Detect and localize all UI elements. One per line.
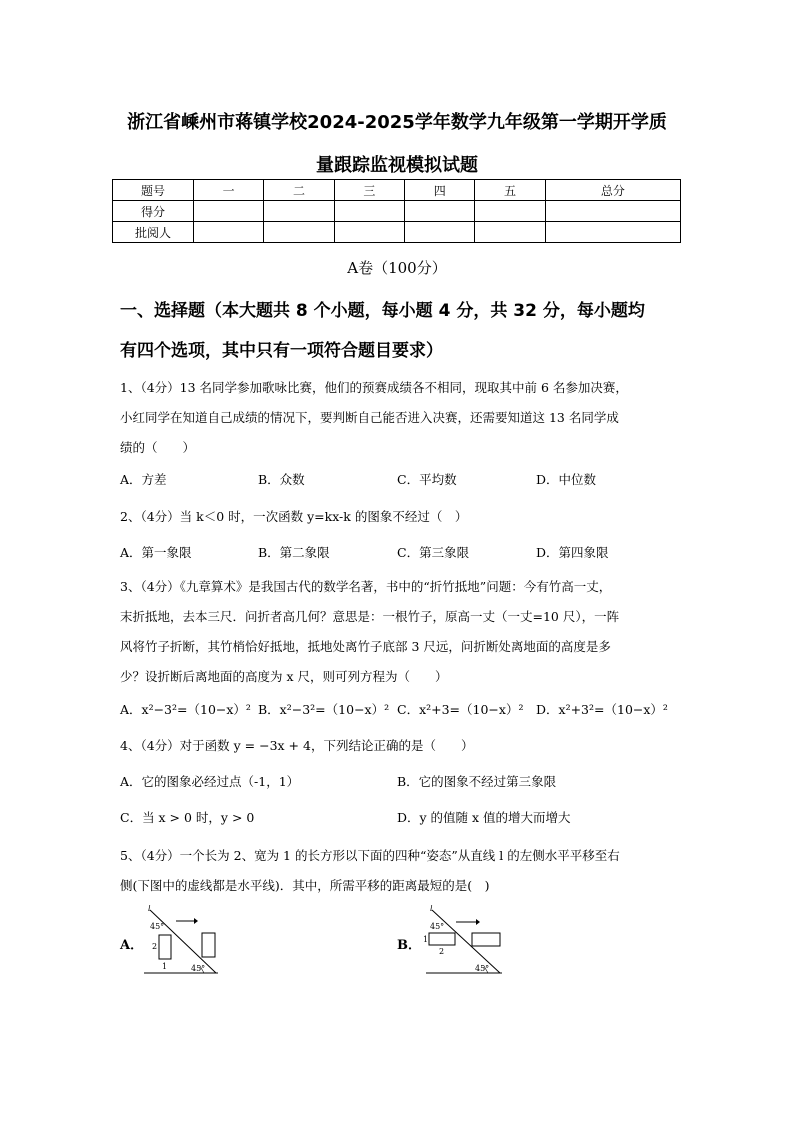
q2-stem: 2、（4分）当 k＜0 时，一次函数 y=kx-k 的图象不经过（ ） — [120, 509, 468, 524]
q1-option-a[interactable]: A．方差 — [120, 472, 167, 487]
grader-cell[interactable] — [194, 222, 264, 243]
q4-option-b[interactable]: B．它的图象不经过第三象限 — [397, 774, 557, 789]
q5-a-side-two: 2 — [152, 942, 158, 951]
q1-stem-line2: 小红同学在知道自己成绩的情况下，要判断自己能否进入决赛，还需要知道这 13 名同学成 — [120, 410, 619, 425]
q5-a-angle-bottom: 45° — [191, 964, 206, 973]
q5-b-side-two: 2 — [439, 947, 445, 956]
q3-stem-line4: 少？设折断后离地面的高度为 x 尺，则可列方程为（ ） — [120, 669, 448, 684]
q4-option-d[interactable]: D．y 的值随 x 值的增大而增大 — [397, 810, 571, 825]
score-header-cell: 四 — [405, 180, 475, 201]
q1-stem-line3: 绩的（ ） — [120, 440, 196, 455]
q5-stem-line1: 5、（4分）一个长为 2、宽为 1 的长方形以下面的四种“姿态”从直线 l 的左侧水平平移至右 — [120, 848, 620, 863]
q1-option-b[interactable]: B．众数 — [258, 472, 305, 487]
q3-stem-line3: 风将竹子折断，其竹梢恰好抵地，抵地处离竹子底部 3 尺远，问折断处离地面的高度是多 — [120, 639, 611, 654]
q3-option-c[interactable]: C．x²+3=（10−x）² — [397, 702, 524, 717]
grader-row — [113, 222, 681, 243]
q4-option-c[interactable]: C．当 x > 0 时，y > 0 — [120, 810, 255, 825]
q3-stem-line2: 末折抵地，去本三尺．问折者高几何？意思是：一根竹子，原高一丈（一丈=10 尺），一阵 — [120, 609, 620, 624]
score-cell[interactable] — [194, 201, 264, 222]
grader-cell[interactable] — [264, 222, 334, 243]
score-cell[interactable] — [545, 201, 680, 222]
q3-option-b[interactable]: B．x²−3²=（10−x）² — [258, 702, 390, 717]
score-cell[interactable] — [475, 201, 545, 222]
grader-row-label: 批阅人 — [113, 222, 194, 243]
q1-option-c[interactable]: C．平均数 — [397, 472, 457, 487]
q3-option-a[interactable]: A．x²−3²=（10−x）² — [120, 702, 251, 717]
section1-heading-line1: 一、选择题（本大题共 8 个小题，每小题 4 分，共 32 分，每小题均 — [120, 301, 645, 321]
q5-b-angle-top: 45° — [430, 922, 445, 931]
grader-cell[interactable] — [545, 222, 680, 243]
score-cell[interactable] — [334, 201, 404, 222]
score-row-label: 得分 — [113, 201, 194, 222]
q5-b-angle-bottom: 45° — [475, 964, 490, 973]
q5-b-side-one: 1 — [423, 935, 429, 944]
q3-stem-line1: 3、（4分）《九章算术》是我国古代的数学名著，书中的“折竹抵地”问题：今有竹高一丈， — [120, 579, 612, 594]
score-table-header-row — [113, 180, 681, 201]
q5-a-angle-top: 45° — [150, 922, 165, 931]
grader-cell[interactable] — [405, 222, 475, 243]
q4-option-a[interactable]: A．它的图象必经过点（-1，1） — [120, 774, 300, 789]
q5-b-line-label: l — [430, 905, 433, 913]
q3-option-d[interactable]: D．x²+3²=（10−x）² — [536, 702, 668, 717]
exam-title-line2: 量跟踪监视模拟试题 — [316, 155, 478, 176]
score-row — [113, 201, 681, 222]
score-header-cell: 五 — [475, 180, 545, 201]
q5-a-side-one: 1 — [162, 962, 168, 971]
q5-figure-a-label[interactable]: A． — [120, 938, 144, 953]
section1-heading-line2: 有四个选项，其中只有一项符合题目要求） — [120, 341, 443, 361]
score-header-cell: 二 — [264, 180, 334, 201]
q2-option-a[interactable]: A．第一象限 — [120, 545, 192, 560]
q5-a-line-label: l — [148, 905, 151, 913]
q2-option-d[interactable]: D．第四象限 — [536, 545, 609, 560]
exam-title-line1: 浙江省嵊州市蒋镇学校2024-2025学年数学九年级第一学期开学质 — [127, 112, 667, 133]
q2-option-b[interactable]: B．第二象限 — [258, 545, 330, 560]
q5-stem-line2: 侧(下图中的虚线都是水平线)．其中，所需平移的距离最短的是( ) — [120, 878, 490, 893]
score-cell[interactable] — [264, 201, 334, 222]
score-header-cell: 一 — [194, 180, 264, 201]
grader-cell[interactable] — [475, 222, 545, 243]
score-cell[interactable] — [405, 201, 475, 222]
score-header-cell: 三 — [334, 180, 404, 201]
score-header-cell: 题号 — [113, 180, 194, 201]
q5-figure-b-label[interactable]: B． — [397, 938, 421, 953]
score-table — [112, 179, 681, 243]
q4-stem: 4、（4分）对于函数 y = −3x + 4，下列结论正确的是（ ） — [120, 738, 474, 753]
q1-option-d[interactable]: D．中位数 — [536, 472, 597, 487]
q1-stem-line1: 1、（4分）13 名同学参加歌咏比赛，他们的预赛成绩各不相同，现取其中前 6 名参加决赛， — [120, 380, 628, 395]
q5-figure-a — [140, 905, 230, 977]
score-header-cell: 总分 — [545, 180, 680, 201]
q2-option-c[interactable]: C．第三象限 — [397, 545, 470, 560]
paper-label: A卷（100分） — [347, 259, 447, 277]
grader-cell[interactable] — [334, 222, 404, 243]
q5-figure-b — [418, 905, 513, 977]
